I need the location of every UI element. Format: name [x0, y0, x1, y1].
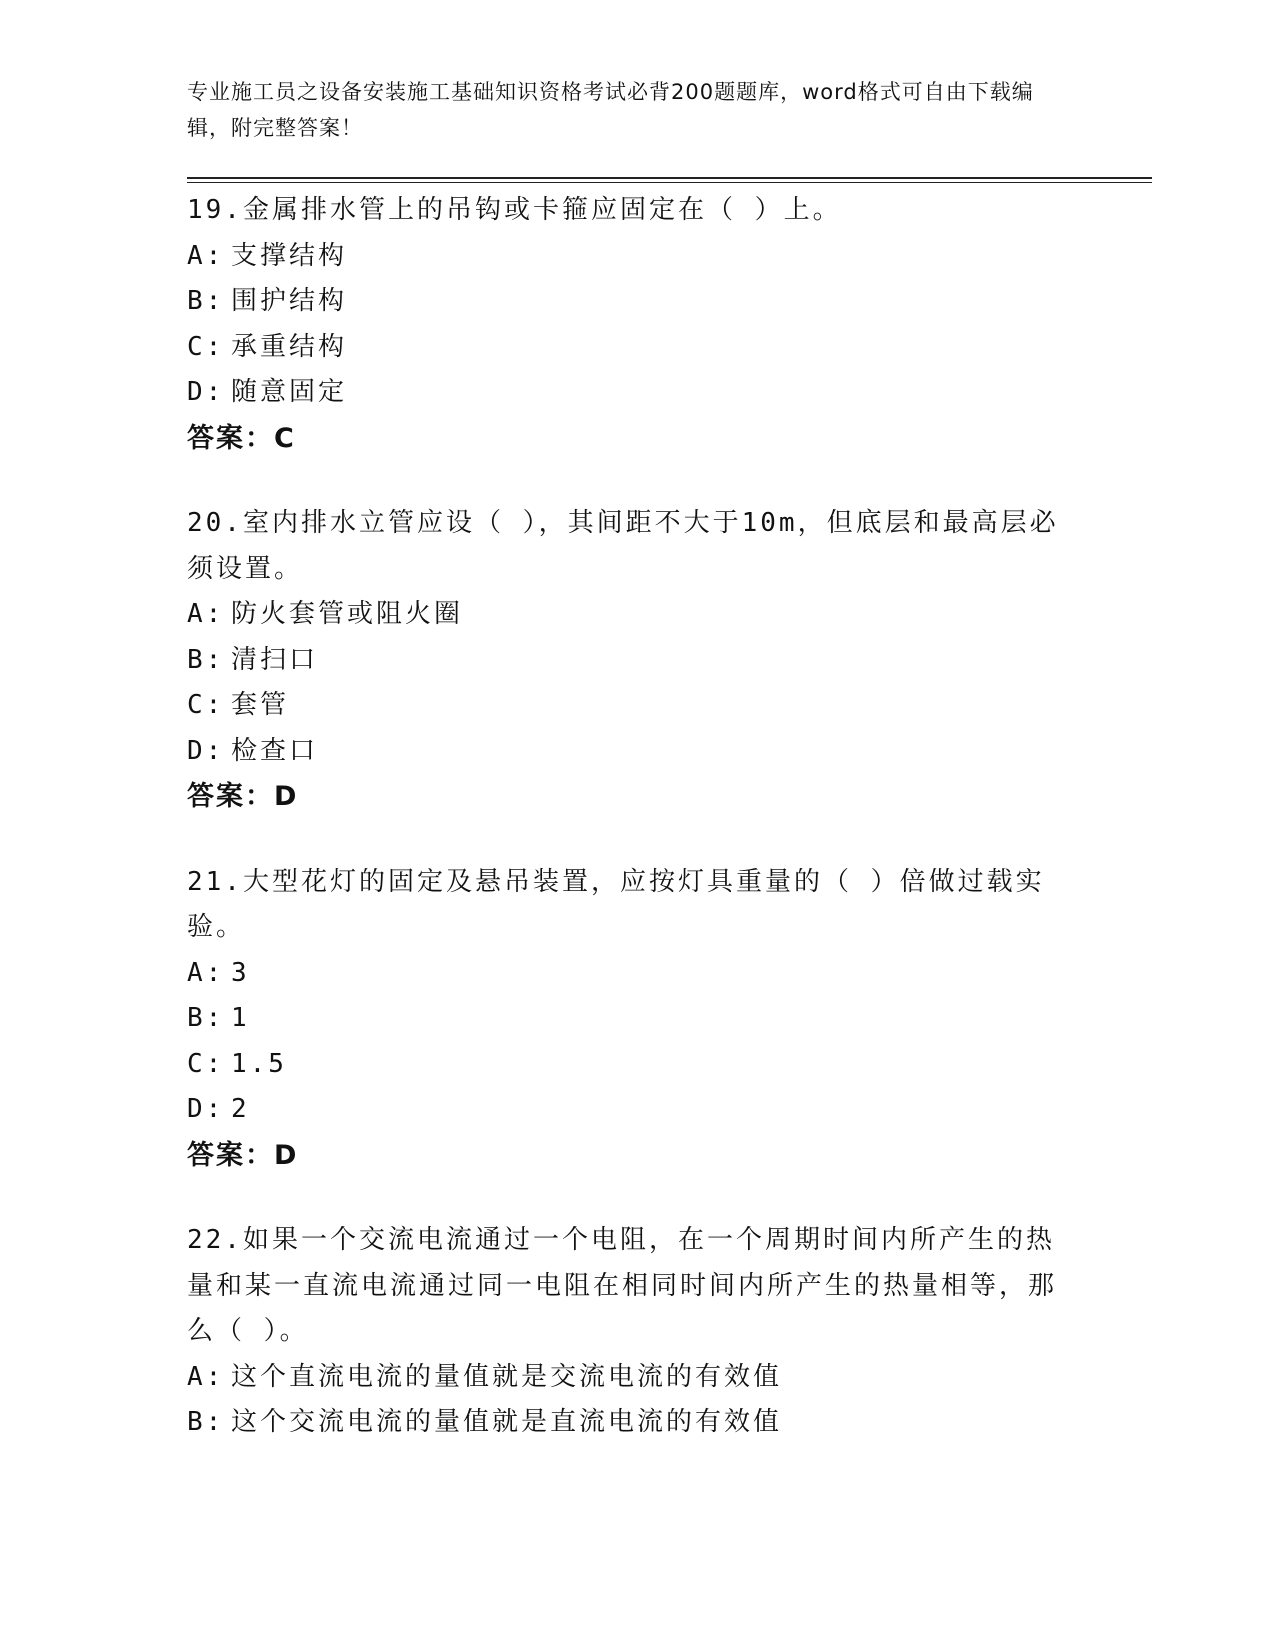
- option-c: [187, 683, 1087, 729]
- option-key: B:: [187, 286, 225, 316]
- option-d: [187, 729, 1087, 775]
- option-c: [187, 1042, 1087, 1088]
- option-key: B:: [187, 1407, 225, 1437]
- option-key: A:: [187, 957, 225, 988]
- option-key: B:: [187, 644, 225, 675]
- option-d: [187, 370, 1087, 416]
- option-text: 承重结构: [231, 331, 348, 362]
- document-header: 专业施工员之设备安装施工基础知识资格考试必背200题题库，word格式可自由下载编辑，附完整答案！: [187, 80, 1034, 140]
- question-stem: 21.大型花灯的固定及悬吊装置，应按灯具重量的（ ）倍做过载实验。: [187, 866, 1045, 942]
- option-text: 1.5: [231, 1048, 287, 1079]
- option-text: 支撑结构: [231, 240, 348, 271]
- option-d: [187, 1087, 1087, 1133]
- question-stem: 22.如果一个交流电流通过一个电阻，在一个周期时间内所产生的热量和某一直流电流通过同一电阻在相同时间内所产生的热量相等，那么（ ）。: [187, 1225, 1058, 1346]
- option-key: B:: [187, 1003, 225, 1033]
- option-text: 这个交流电流的量值就是直流电流的有效值: [231, 1407, 783, 1437]
- option-key: C:: [187, 1048, 225, 1079]
- question-stem: 19.金属排水管上的吊钩或卡箍应固定在（ ）上。: [187, 195, 842, 225]
- option-text: 这个直流电流的量值就是交流电流的有效值: [231, 1361, 783, 1392]
- option-text: 2: [231, 1094, 250, 1124]
- question-list: [187, 188, 1087, 1486]
- answer-line: 答案：D: [187, 1139, 299, 1171]
- option-b: [187, 638, 1087, 684]
- option-b: [187, 996, 1087, 1042]
- option-key: A:: [187, 1361, 225, 1392]
- option-a: [187, 234, 1087, 280]
- option-key: D:: [187, 735, 225, 766]
- option-text: 清扫口: [231, 644, 319, 675]
- option-c: [187, 325, 1087, 371]
- option-b: [187, 1400, 1087, 1446]
- question-19: [187, 188, 1087, 461]
- answer-line: 答案：C: [187, 422, 296, 454]
- option-b: [187, 279, 1087, 325]
- option-text: 3: [231, 957, 250, 988]
- option-text: 1: [231, 1003, 250, 1033]
- option-text: 套管: [231, 690, 290, 720]
- option-a: [187, 951, 1087, 997]
- question-stem: 20.室内排水立管应设（ ），其间距不大于10m，但底层和最高层必须设置。: [187, 508, 1059, 584]
- option-a: [187, 592, 1087, 638]
- option-key: A:: [187, 240, 225, 271]
- option-key: C:: [187, 331, 225, 362]
- answer-line: 答案：D: [187, 781, 299, 812]
- option-key: C:: [187, 690, 225, 720]
- question-22: [187, 1218, 1087, 1446]
- option-a: [187, 1355, 1087, 1401]
- question-21: [187, 860, 1087, 1179]
- header-divider-thick: [187, 177, 1152, 179]
- option-key: D:: [187, 377, 225, 407]
- option-text: 检查口: [231, 735, 319, 766]
- option-text: 围护结构: [231, 286, 348, 316]
- option-key: D:: [187, 1094, 225, 1124]
- question-20: [187, 501, 1087, 820]
- option-key: A:: [187, 599, 225, 629]
- option-text: 防火套管或阻火圈: [231, 599, 464, 629]
- option-text: 随意固定: [231, 377, 348, 407]
- header-divider-thin: [187, 182, 1152, 183]
